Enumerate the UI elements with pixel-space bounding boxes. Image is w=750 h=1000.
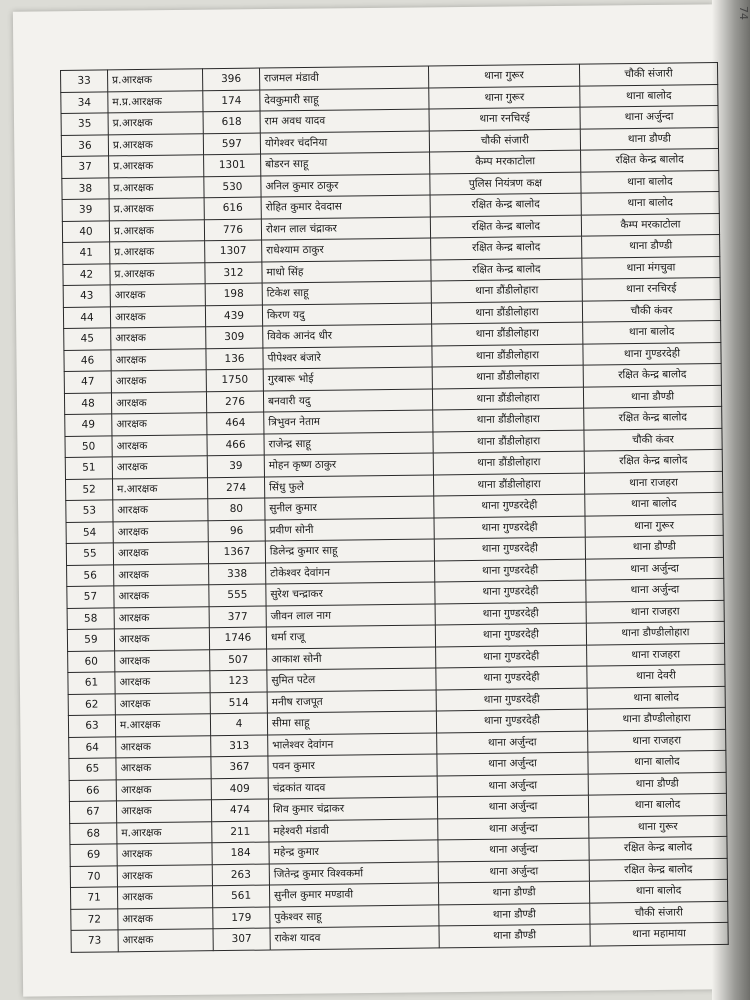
new-posting-cell: थाना बालोद — [588, 750, 726, 773]
serial-number-cell: 40 — [62, 220, 109, 242]
new-posting-cell: रक्षित केन्द्र बालोद — [583, 363, 721, 386]
new-posting-cell: चौकी कंवर — [584, 428, 722, 451]
rank-cell: आरक्षक — [110, 305, 205, 328]
serial-number-cell: 71 — [70, 887, 117, 909]
new-posting-cell: रक्षित केन्द्र बालोद — [584, 449, 722, 472]
rank-cell: आरक्षक — [114, 563, 209, 586]
new-posting-cell: थाना डौण्डी — [585, 535, 723, 558]
new-posting-cell: रक्षित केन्द्र बालोद — [581, 148, 719, 171]
current-posting-cell: थाना डौंडीलोहारा — [432, 344, 583, 367]
employee-name-cell: बोडरन साहू — [261, 152, 430, 176]
new-posting-cell: रक्षित केन्द्र बालोद — [589, 836, 727, 859]
serial-number-cell: 70 — [70, 865, 117, 887]
employee-name-cell: रोशन लाल चंद्राकर — [261, 216, 430, 240]
employee-name-cell: सुमित पटेल — [267, 668, 436, 692]
employee-name-cell: राधेश्याम ठाकुर — [262, 238, 431, 262]
employee-name-cell: मोहन कृष्ण ठाकुर — [264, 453, 433, 477]
new-posting-cell: थाना देवरी — [587, 664, 725, 687]
new-posting-cell: थाना अर्जुन्दा — [580, 105, 718, 128]
badge-number-cell: 136 — [206, 348, 263, 370]
new-posting-cell: चौकी संजारी — [590, 901, 728, 924]
new-posting-cell: थाना राजहरा — [586, 600, 724, 623]
rank-cell: प्र.आरक्षक — [110, 262, 205, 285]
badge-number-cell: 396 — [202, 68, 259, 90]
new-posting-cell: थाना बालोद — [581, 191, 719, 214]
current-posting-cell: थाना गुण्डरदेही — [436, 666, 587, 689]
employee-name-cell: राजेन्द्र साहू — [264, 431, 433, 455]
serial-number-cell: 62 — [68, 693, 115, 715]
badge-number-cell: 507 — [210, 649, 267, 671]
rank-cell: आरक्षक — [114, 628, 209, 651]
current-posting-cell: थाना गुण्डरदेही — [435, 580, 586, 603]
current-posting-cell: रक्षित केन्द्र बालोद — [430, 193, 581, 216]
employee-name-cell: देवकुमारी साहू — [260, 87, 429, 111]
badge-number-cell: 274 — [207, 477, 264, 499]
badge-number-cell: 1750 — [206, 369, 263, 391]
serial-number-cell: 68 — [70, 822, 117, 844]
new-posting-cell: चौकी कंवर — [582, 299, 720, 322]
current-posting-cell: थाना डौंडीलोहारा — [432, 387, 583, 410]
badge-number-cell: 211 — [212, 821, 269, 843]
rank-cell: म.आरक्षक — [117, 821, 212, 844]
current-posting-cell: चौकी संजारी — [429, 129, 580, 152]
current-posting-cell: थाना डौंडीलोहारा — [432, 365, 583, 388]
rank-cell: म.प्र.आरक्षक — [108, 90, 203, 113]
current-posting-cell: रक्षित केन्द्र बालोद — [430, 215, 581, 238]
employee-name-cell: महेन्द्र कुमार — [269, 840, 438, 864]
serial-number-cell: 34 — [61, 91, 108, 113]
badge-number-cell: 616 — [204, 197, 261, 219]
new-posting-cell: थाना डौण्डीलोहारा — [587, 707, 725, 730]
rank-cell: आरक्षक — [117, 843, 212, 866]
current-posting-cell: थाना डौण्डी — [439, 903, 590, 926]
rank-cell: आरक्षक — [114, 606, 209, 629]
current-posting-cell: थाना डौंडीलोहारा — [433, 430, 584, 453]
serial-number-cell: 69 — [70, 844, 117, 866]
employee-name-cell: त्रिभुवन नेताम — [264, 410, 433, 434]
badge-number-cell: 179 — [213, 907, 270, 929]
current-posting-cell: थाना गुण्डरदेही — [436, 709, 587, 732]
new-posting-cell: थाना बालोद — [588, 793, 726, 816]
employee-name-cell: महेश्वरी मंडावी — [269, 818, 438, 842]
current-posting-cell: पुलिस नियंत्रण कक्ष — [430, 172, 581, 195]
employee-name-cell: सिंधु फुले — [264, 474, 433, 498]
rank-cell: म.आरक्षक — [112, 477, 207, 500]
employee-name-cell: योगेश्वर चंदनिया — [260, 130, 429, 154]
rank-cell: आरक्षक — [111, 370, 206, 393]
badge-number-cell: 309 — [206, 326, 263, 348]
current-posting-cell: थाना अर्जुन्दा — [437, 774, 588, 797]
employee-name-cell: सुरेश चन्द्राकर — [266, 582, 435, 606]
badge-number-cell: 466 — [207, 434, 264, 456]
current-posting-cell: थाना अर्जुन्दा — [437, 795, 588, 818]
rank-cell: प्र.आरक्षक — [109, 176, 204, 199]
new-posting-cell: थाना डौण्डीलोहारा — [586, 621, 724, 644]
serial-number-cell: 38 — [62, 177, 109, 199]
employee-name-cell: सुनील कुमार — [265, 496, 434, 520]
rank-cell: आरक्षक — [115, 692, 210, 715]
employee-name-cell: विवेक आनंद धीर — [263, 324, 432, 348]
serial-number-cell: 49 — [65, 414, 112, 436]
badge-number-cell: 198 — [205, 283, 262, 305]
current-posting-cell: थाना गुण्डरदेही — [435, 623, 586, 646]
new-posting-cell: थाना अर्जुन्दा — [586, 578, 724, 601]
serial-number-cell: 50 — [65, 435, 112, 457]
serial-number-cell: 33 — [61, 70, 108, 92]
badge-number-cell: 39 — [207, 455, 264, 477]
serial-number-cell: 63 — [68, 715, 115, 737]
new-posting-cell: रक्षित केन्द्र बालोद — [589, 858, 727, 881]
current-posting-cell: थाना डौंडीलोहारा — [431, 279, 582, 302]
rank-cell: आरक्षक — [116, 778, 211, 801]
badge-number-cell: 377 — [209, 606, 266, 628]
new-posting-cell: थाना बालोद — [585, 492, 723, 515]
serial-number-cell: 54 — [66, 521, 113, 543]
current-posting-cell: थाना गुरूर — [428, 64, 579, 87]
rank-cell: प्र.आरक्षक — [110, 241, 205, 264]
current-posting-cell: थाना गुण्डरदेही — [434, 516, 585, 539]
employee-name-cell: आकाश सोनी — [267, 646, 436, 670]
rank-cell: आरक्षक — [112, 413, 207, 436]
rank-cell: प्र.आरक्षक — [109, 219, 204, 242]
serial-number-cell: 41 — [63, 242, 110, 264]
new-posting-cell: थाना रनचिरई — [582, 277, 720, 300]
serial-number-cell: 39 — [62, 199, 109, 221]
current-posting-cell: रक्षित केन्द्र बालोद — [431, 258, 582, 281]
serial-number-cell: 58 — [67, 607, 114, 629]
rank-cell: आरक्षक — [118, 929, 213, 952]
serial-number-cell: 72 — [71, 908, 118, 930]
serial-number-cell: 67 — [69, 801, 116, 823]
employee-name-cell: चंद्रकांत यादव — [268, 775, 437, 799]
new-posting-cell: थाना डौण्डी — [582, 234, 720, 257]
serial-number-cell: 52 — [65, 478, 112, 500]
current-posting-cell: थाना गुण्डरदेही — [436, 688, 587, 711]
badge-number-cell: 1301 — [204, 154, 261, 176]
rank-cell: प्र.आरक्षक — [108, 69, 203, 92]
current-posting-cell: थाना अर्जुन्दा — [437, 731, 588, 754]
rank-cell: प्र.आरक्षक — [109, 155, 204, 178]
new-posting-cell: चौकी संजारी — [579, 62, 717, 85]
current-posting-cell: थाना गुण्डरदेही — [435, 559, 586, 582]
badge-number-cell: 263 — [212, 864, 269, 886]
rank-cell: आरक्षक — [117, 864, 212, 887]
new-posting-cell: थाना राजहरा — [588, 729, 726, 752]
current-posting-cell: थाना डौंडीलोहारा — [433, 473, 584, 496]
employee-name-cell: किरण यदु — [262, 302, 431, 326]
new-posting-cell: थाना गुण्डरदेही — [583, 342, 721, 365]
rank-cell: आरक्षक — [114, 585, 209, 608]
employee-name-cell: धर्मा राजू — [266, 625, 435, 649]
new-posting-cell: थाना बालोद — [580, 84, 718, 107]
badge-number-cell: 561 — [212, 885, 269, 907]
serial-number-cell: 48 — [64, 392, 111, 414]
current-posting-cell: थाना डौंडीलोहारा — [431, 301, 582, 324]
employee-name-cell: बनवारी यदु — [263, 388, 432, 412]
badge-number-cell: 338 — [209, 563, 266, 585]
serial-number-cell: 55 — [66, 543, 113, 565]
current-posting-cell: कैम्प मरकाटोला — [430, 150, 581, 173]
badge-number-cell: 307 — [213, 928, 270, 950]
badge-number-cell: 276 — [206, 391, 263, 413]
current-posting-cell: थाना गुण्डरदेही — [435, 602, 586, 625]
transfer-roster-table — [60, 62, 729, 952]
employee-name-cell: पवन कुमार — [268, 754, 437, 778]
rank-cell: आरक्षक — [115, 649, 210, 672]
current-posting-cell: थाना अर्जुन्दा — [438, 838, 589, 861]
badge-number-cell: 464 — [207, 412, 264, 434]
employee-name-cell: राम अवध यादव — [260, 109, 429, 133]
badge-number-cell: 474 — [211, 799, 268, 821]
serial-number-cell: 51 — [65, 457, 112, 479]
badge-number-cell: 530 — [204, 176, 261, 198]
badge-number-cell: 4 — [210, 713, 267, 735]
new-posting-cell: थाना राजहरा — [587, 643, 725, 666]
badge-number-cell: 313 — [211, 735, 268, 757]
employee-name-cell: माधो सिंह — [262, 259, 431, 283]
page-number: 74 — [737, 6, 750, 20]
current-posting-cell: थाना गुण्डरदेही — [434, 537, 585, 560]
serial-number-cell: 35 — [61, 113, 108, 135]
current-posting-cell: थाना अर्जुन्दा — [437, 752, 588, 775]
badge-number-cell: 618 — [203, 111, 260, 133]
new-posting-cell: रक्षित केन्द्र बालोद — [584, 406, 722, 429]
employee-name-cell: जितेन्द्र कुमार विश्वकर्मा — [269, 861, 438, 885]
employee-name-cell: प्रवीण सोनी — [265, 517, 434, 541]
current-posting-cell: थाना डौण्डी — [439, 924, 590, 947]
employee-name-cell: रोहित कुमार देवदास — [261, 195, 430, 219]
serial-number-cell: 46 — [64, 349, 111, 371]
serial-number-cell: 42 — [63, 263, 110, 285]
current-posting-cell: थाना गुण्डरदेही — [436, 645, 587, 668]
current-posting-cell: थाना डौंडीलोहारा — [433, 408, 584, 431]
new-posting-cell: थाना बालोद — [581, 170, 719, 193]
serial-number-cell: 53 — [66, 500, 113, 522]
employee-name-cell: मनीष राजपूत — [267, 689, 436, 713]
badge-number-cell: 439 — [205, 305, 262, 327]
serial-number-cell: 43 — [63, 285, 110, 307]
badge-number-cell: 514 — [210, 692, 267, 714]
rank-cell: आरक्षक — [113, 520, 208, 543]
badge-number-cell: 123 — [210, 670, 267, 692]
new-posting-cell: थाना बालोद — [583, 320, 721, 343]
current-posting-cell: थाना रनचिरई — [429, 107, 580, 130]
serial-number-cell: 47 — [64, 371, 111, 393]
employee-name-cell: डिलेन्द्र कुमार साहू — [265, 539, 434, 563]
employee-name-cell: पीपेश्वर बंजारे — [263, 345, 432, 369]
rank-cell: आरक्षक — [111, 327, 206, 350]
current-posting-cell: थाना डौण्डी — [438, 881, 589, 904]
rank-cell: आरक्षक — [116, 735, 211, 758]
serial-number-cell: 45 — [64, 328, 111, 350]
badge-number-cell: 409 — [211, 778, 268, 800]
rank-cell: म.आरक्षक — [115, 714, 210, 737]
new-posting-cell: थाना डौण्डी — [588, 772, 726, 795]
rank-cell: प्र.आरक्षक — [108, 133, 203, 156]
current-posting-cell: थाना गुण्डरदेही — [434, 494, 585, 517]
employee-name-cell: टिकेश साहू — [262, 281, 431, 305]
rank-cell: प्र.आरक्षक — [108, 112, 203, 135]
rank-cell: आरक्षक — [118, 907, 213, 930]
serial-number-cell: 56 — [67, 564, 114, 586]
employee-name-cell: राजमल मंडावी — [259, 66, 428, 90]
badge-number-cell: 80 — [208, 498, 265, 520]
current-posting-cell: थाना डौंडीलोहारा — [433, 451, 584, 474]
roster-body — [61, 62, 729, 951]
serial-number-cell: 73 — [71, 930, 118, 952]
serial-number-cell: 60 — [68, 650, 115, 672]
badge-number-cell: 96 — [208, 520, 265, 542]
current-posting-cell: थाना डौंडीलोहारा — [432, 322, 583, 345]
badge-number-cell: 1307 — [205, 240, 262, 262]
rank-cell: आरक्षक — [112, 434, 207, 457]
current-posting-cell: थाना अर्जुन्दा — [438, 817, 589, 840]
serial-number-cell: 65 — [69, 758, 116, 780]
new-posting-cell: थाना महामाया — [590, 922, 728, 945]
rank-cell: आरक्षक — [115, 671, 210, 694]
new-posting-cell: कैम्प मरकाटोला — [581, 213, 719, 236]
rank-cell: आरक्षक — [116, 757, 211, 780]
badge-number-cell: 597 — [203, 133, 260, 155]
serial-number-cell: 59 — [67, 629, 114, 651]
employee-name-cell: भालेश्वर देवांगन — [268, 732, 437, 756]
employee-name-cell: शिव कुमार चंद्राकर — [268, 797, 437, 821]
rank-cell: प्र.आरक्षक — [109, 198, 204, 221]
serial-number-cell: 37 — [62, 156, 109, 178]
current-posting-cell: रक्षित केन्द्र बालोद — [431, 236, 582, 259]
new-posting-cell: थाना डौण्डी — [580, 127, 718, 150]
new-posting-cell: थाना डौण्डी — [583, 385, 721, 408]
new-posting-cell: थाना गुरूर — [589, 815, 727, 838]
new-posting-cell: थाना गुरूर — [585, 514, 723, 537]
current-posting-cell: थाना अर्जुन्दा — [438, 860, 589, 883]
new-posting-cell: थाना बालोद — [587, 686, 725, 709]
employee-name-cell: पुकेश्वर साहू — [270, 904, 439, 928]
serial-number-cell: 36 — [61, 134, 108, 156]
serial-number-cell: 61 — [68, 672, 115, 694]
badge-number-cell: 776 — [204, 219, 261, 241]
badge-number-cell: 184 — [212, 842, 269, 864]
rank-cell: आरक्षक — [113, 542, 208, 565]
employee-name-cell: गुरबारू भोई — [263, 367, 432, 391]
serial-number-cell: 57 — [67, 586, 114, 608]
new-posting-cell: थाना मंगचुवा — [582, 256, 720, 279]
employee-name-cell: सीमा साहू — [267, 711, 436, 735]
employee-name-cell: जीवन लाल नाग — [266, 603, 435, 627]
badge-number-cell: 555 — [209, 584, 266, 606]
rank-cell: आरक्षक — [111, 348, 206, 371]
badge-number-cell: 312 — [205, 262, 262, 284]
badge-number-cell: 1367 — [208, 541, 265, 563]
employee-name-cell: राकेश यादव — [270, 926, 439, 950]
new-posting-cell: थाना अर्जुन्दा — [586, 557, 724, 580]
badge-number-cell: 174 — [203, 90, 260, 112]
rank-cell: आरक्षक — [111, 391, 206, 414]
rank-cell: आरक्षक — [112, 456, 207, 479]
new-posting-cell: थाना बालोद — [589, 879, 727, 902]
badge-number-cell: 1746 — [209, 627, 266, 649]
rank-cell: आरक्षक — [113, 499, 208, 522]
serial-number-cell: 66 — [69, 779, 116, 801]
rank-cell: आरक्षक — [117, 886, 212, 909]
rank-cell: आरक्षक — [116, 800, 211, 823]
employee-name-cell: टोकेश्वर देवांगन — [266, 560, 435, 584]
rank-cell: आरक्षक — [110, 284, 205, 307]
new-posting-cell: थाना राजहरा — [584, 471, 722, 494]
serial-number-cell: 44 — [63, 306, 110, 328]
employee-name-cell: अनिल कुमार ठाकुर — [261, 173, 430, 197]
employee-name-cell: सुनील कुमार मण्डावी — [269, 883, 438, 907]
badge-number-cell: 367 — [211, 756, 268, 778]
serial-number-cell: 64 — [69, 736, 116, 758]
current-posting-cell: थाना गुरूर — [429, 86, 580, 109]
